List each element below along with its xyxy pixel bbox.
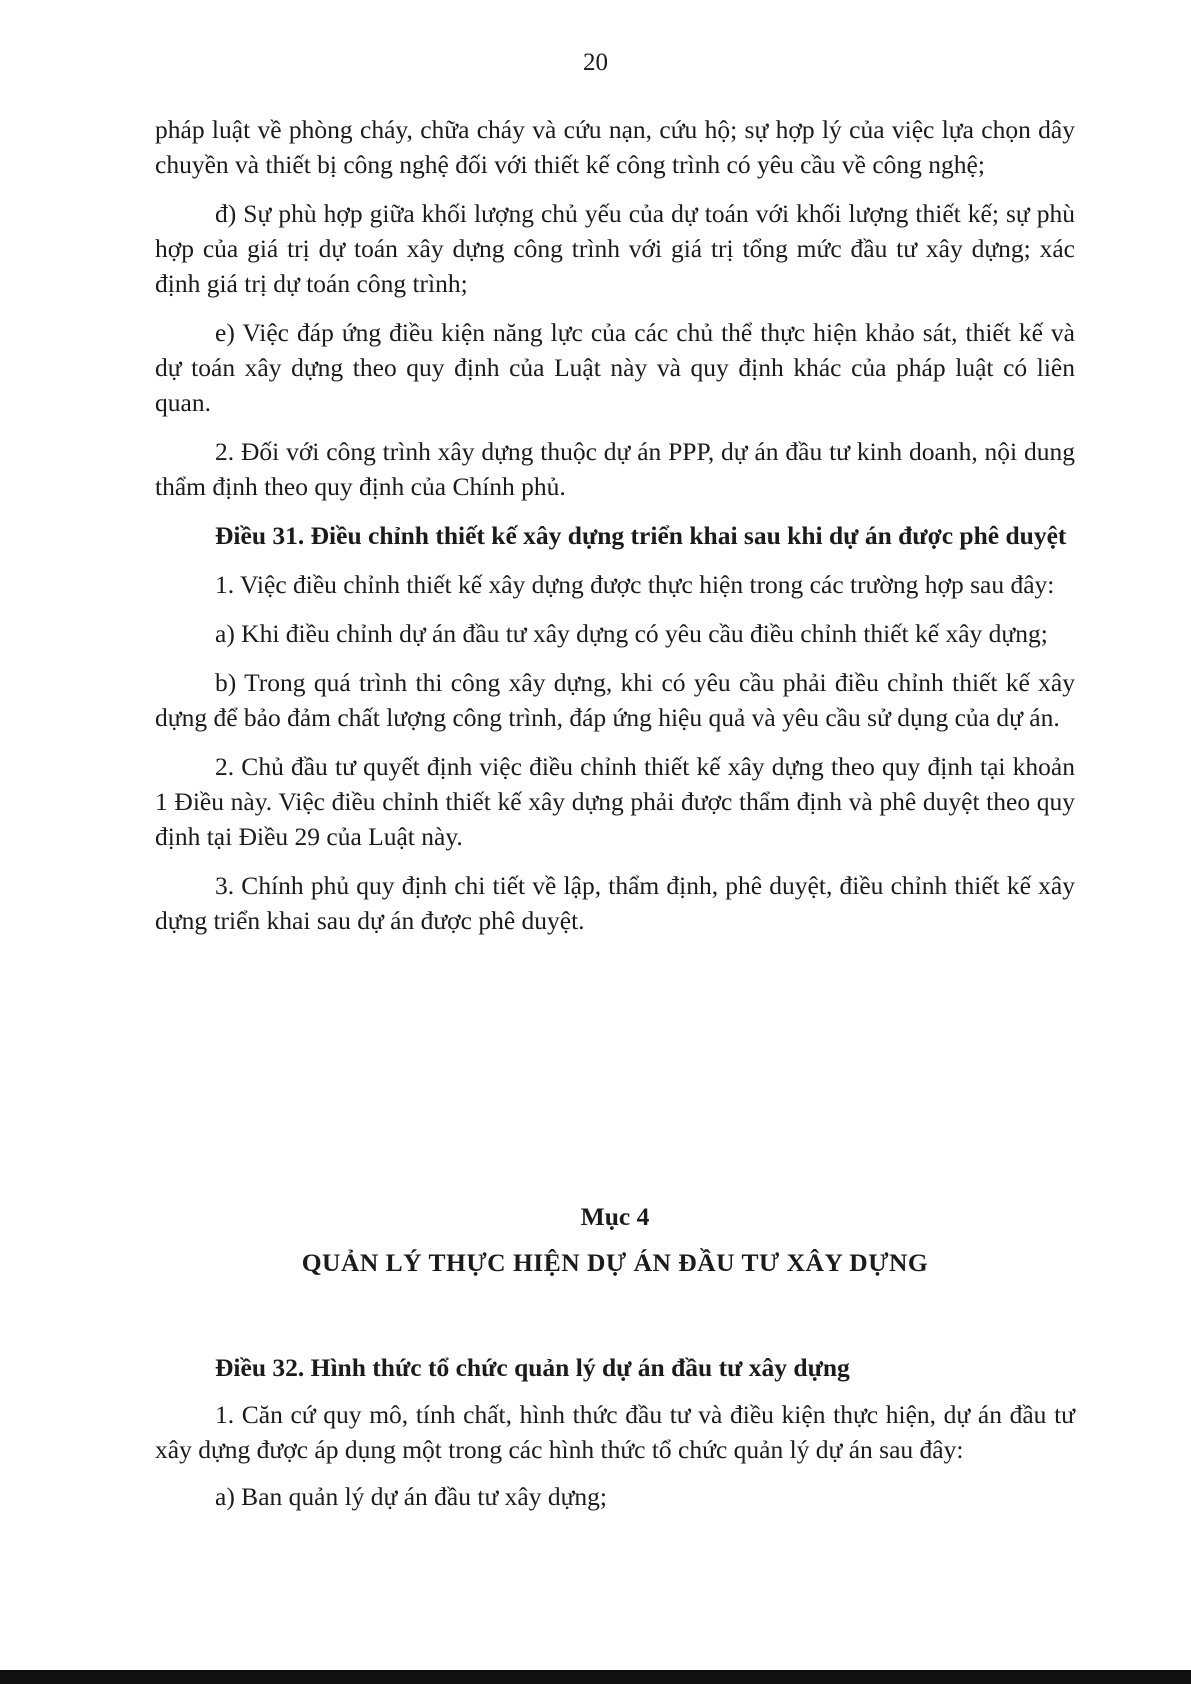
paragraph-item-a: a) Khi điều chỉnh dự án đầu tư xây dựng có yêu cầu điều chỉnh thiết kế xây dựng; — [215, 619, 1048, 648]
scan-bottom-border — [0, 1670, 1191, 1684]
paragraph-article-32-clause-1: 1. Căn cứ quy mô, tính chất, hình thức đầu tư và điều kiện thực hiện, dự án đầu tư xây dựng được áp dụng một trong các hình thức tổ chức quản lý dự án sau đây: — [155, 1400, 1075, 1464]
paragraph-article-32-item-a: a) Ban quản lý dự án đầu tư xây dựng; — [215, 1482, 608, 1511]
paragraph-clause-2b: 2. Chủ đầu tư quyết định việc điều chỉnh thiết kế xây dựng theo quy định tại khoản 1 Điều này. Việc điều chỉnh thiết kế xây dựng phải được thẩm định và phê duyệt theo quy định tại Điều 29 của Luật này. — [155, 752, 1075, 851]
paragraph-item-dd: đ) Sự phù hợp giữa khối lượng chủ yếu của dự toán với khối lượng thiết kế; sự phù hợp của giá trị dự toán xây dựng công trình với giá trị tổng mức đầu tư xây dựng; xác định giá trị dự toán công trình; — [155, 199, 1075, 298]
page-number: 20 — [583, 49, 608, 76]
paragraph-continuation: pháp luật về phòng cháy, chữa cháy và cứu nạn, cứu hộ; sự hợp lý của việc lựa chọn dây chuyền và thiết bị công nghệ đối với thiết kế công trình có yêu cầu về công nghệ; — [155, 115, 1075, 179]
document-body-tail — [155, 1350, 1075, 1526]
paragraph-clause-2: 2. Đối với công trình xây dựng thuộc dự án PPP, dự án đầu tư kinh doanh, nội dung thẩm định theo quy định của Chính phủ. — [155, 437, 1075, 501]
section-label: Mục 4 — [580, 1202, 650, 1231]
paragraph-item-b: b) Trong quá trình thi công xây dựng, khi có yêu cầu phải điều chỉnh thiết kế xây dựng để bảo đảm chất lượng công trình, đáp ứng hiệu quả và yêu cầu sử dụng của dự án. — [155, 668, 1075, 732]
paragraph-item-e: e) Việc đáp ứng điều kiện năng lực của các chủ thể thực hiện khảo sát, thiết kế và dự toán xây dựng theo quy định của Luật này và quy định khác của pháp luật có liên quan. — [155, 318, 1075, 417]
section-title: QUẢN LÝ THỰC HIỆN DỰ ÁN ĐẦU TƯ XÂY DỰNG — [301, 1248, 929, 1277]
article-32-title: Điều 32. Hình thức tổ chức quản lý dự án đầu tư xây dựng — [215, 1353, 850, 1382]
section-heading — [155, 1200, 1075, 1280]
document-body — [155, 112, 1075, 952]
paragraph-clause-1: 1. Việc điều chỉnh thiết kế xây dựng được thực hiện trong các trường hợp sau đây: — [215, 570, 1055, 599]
article-31-title: Điều 31. Điều chỉnh thiết kế xây dựng triển khai sau khi dự án được phê duyệt — [215, 521, 1067, 550]
paragraph-clause-3: 3. Chính phủ quy định chi tiết về lập, thẩm định, phê duyệt, điều chỉnh thiết kế xây dựng triển khai sau dự án được phê duyệt. — [155, 871, 1075, 935]
